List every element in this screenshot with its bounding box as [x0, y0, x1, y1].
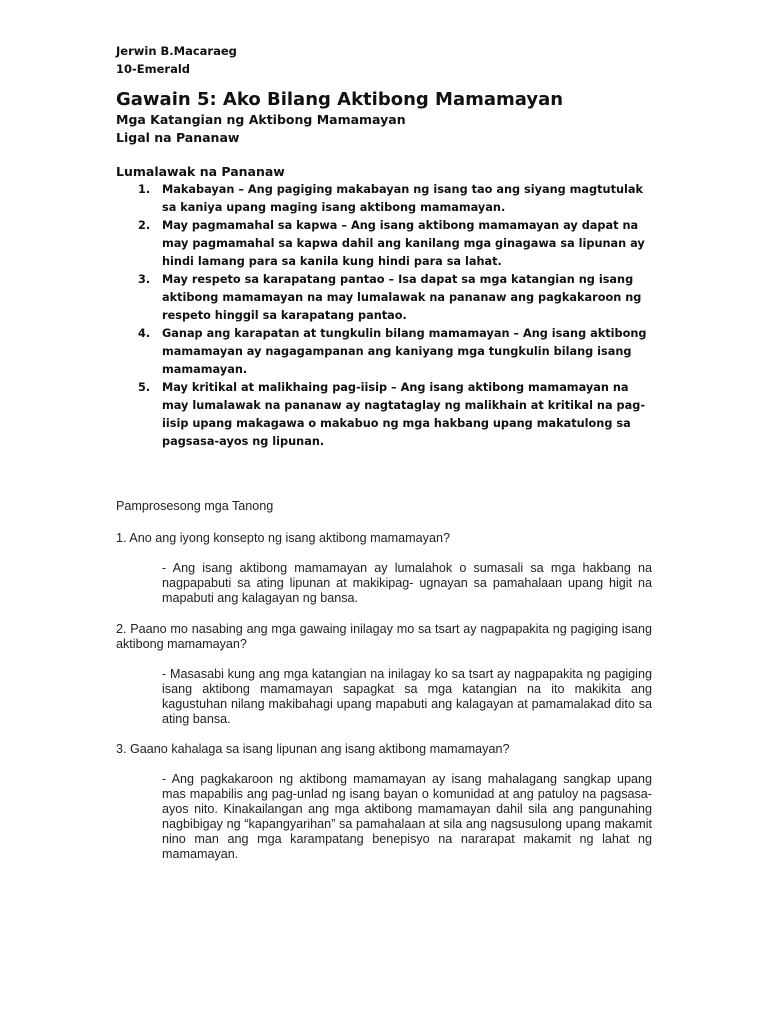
list-item-number: 2.	[138, 219, 151, 232]
list-item-number: 1.	[138, 183, 151, 196]
author-section: 10-Emerald	[116, 62, 191, 76]
list-item-text: May pagmamahal sa kapwa – Ang isang aktibong mamamayan ay dapat na may pagmamahal sa kapwa dahil ang kanilang mga ginagawa sa lipunan ay hindi lamang para sa kanila kung hindi para sa lahat.	[162, 219, 645, 268]
page-title: Gawain 5: Ako Bilang Aktibong Mamamayan	[116, 89, 564, 110]
list-item-number: 4.	[138, 327, 151, 340]
list-item-text: May respeto sa karapatang pantao – Isa dapat sa mga katangian ng isang aktibong mamamayan na may lumalawak na pananaw ang pagkakaroon ng respeto hinggil sa karapatang pantao.	[162, 273, 642, 322]
list-item-number: 5.	[138, 381, 151, 394]
list-heading: Lumalawak na Pananaw	[116, 164, 285, 179]
question-3: 3. Gaano kahalaga sa isang lipunan ang isang aktibong mamamayan?	[116, 742, 510, 756]
questions-heading: Pamprosesong mga Tanong	[116, 499, 274, 513]
author-name: Jerwin B.Macaraeg	[116, 44, 237, 58]
answer-1: - Ang isang aktibong mamamayan ay lumalahok o sumasali sa mga hakbang na nagpapabuti sa ating lipunan at makikipag- ugnayan sa pamahalaan upang higit na mapabuti ang kalagayan ng bansa.	[162, 561, 652, 605]
list-item-number: 3.	[138, 273, 151, 286]
list-item	[116, 217, 656, 271]
answer-2: - Masasabi kung ang mga katangian na inilagay ko sa tsart ay nagpapakita ng pagiging isang aktibong mamamayan sapagkat sa mga katangian na ito makikita ang kagustuhan nilang makibahagi upang mapabuti ang kalagayan at pamamalakad dito sa ating bansa.	[162, 667, 652, 726]
list-item	[116, 181, 656, 217]
trait-list	[116, 181, 656, 451]
author-header	[116, 42, 237, 78]
list-item	[116, 271, 656, 325]
answer-3: - Ang pagkakaroon ng aktibong mamamayan ay isang mahalagang sangkap upang mas mapabilis ang pag-unlad ng isang bayan o komunidad at ang patuloy na pagsasa-ayos nito. Kinakailangan ang mga aktibong mamamayan dahil sila ang pangunahing nagbibigay ng “kapangyarihan” sa pamahalaan at sila ang nagsusulong upang makamit nino man ang mga karampatang benepisyo na nararapat makamit ng lahat ng mamamayan.	[162, 772, 652, 861]
list-item	[116, 379, 656, 451]
subtitle-katangian: Mga Katangian ng Aktibong Mamamayan	[116, 112, 406, 127]
list-item-text: Makabayan – Ang pagiging makabayan ng isang tao ang siyang magtutulak sa kaniya upang maging isang aktibong mamamayan.	[162, 183, 644, 214]
question-1: 1. Ano ang iyong konsepto ng isang aktibong mamamayan?	[116, 531, 450, 545]
list-item-text: May kritikal at malikhaing pag-iisip – Ang isang aktibong mamamayan na may lumalawak na pananaw ay nagtataglay ng malikhain at kritikal na pag-iisip upang makagawa o makabuo ng mga hakbang upang makatulong sa pagsasa-ayos ng lipunan.	[162, 381, 646, 448]
list-item	[116, 325, 656, 379]
question-2: 2. Paano mo nasabing ang mga gawaing inilagay mo sa tsart ay nagpapakita ng pagiging isang aktibong mamamayan?	[116, 622, 652, 651]
list-item-text: Ganap ang karapatan at tungkulin bilang mamamayan – Ang isang aktibong mamamayan ay nagagampanan ang kaniyang mga tungkulin bilang isang mamamayan.	[162, 327, 647, 376]
subtitle-ligal: Ligal na Pananaw	[116, 130, 240, 145]
